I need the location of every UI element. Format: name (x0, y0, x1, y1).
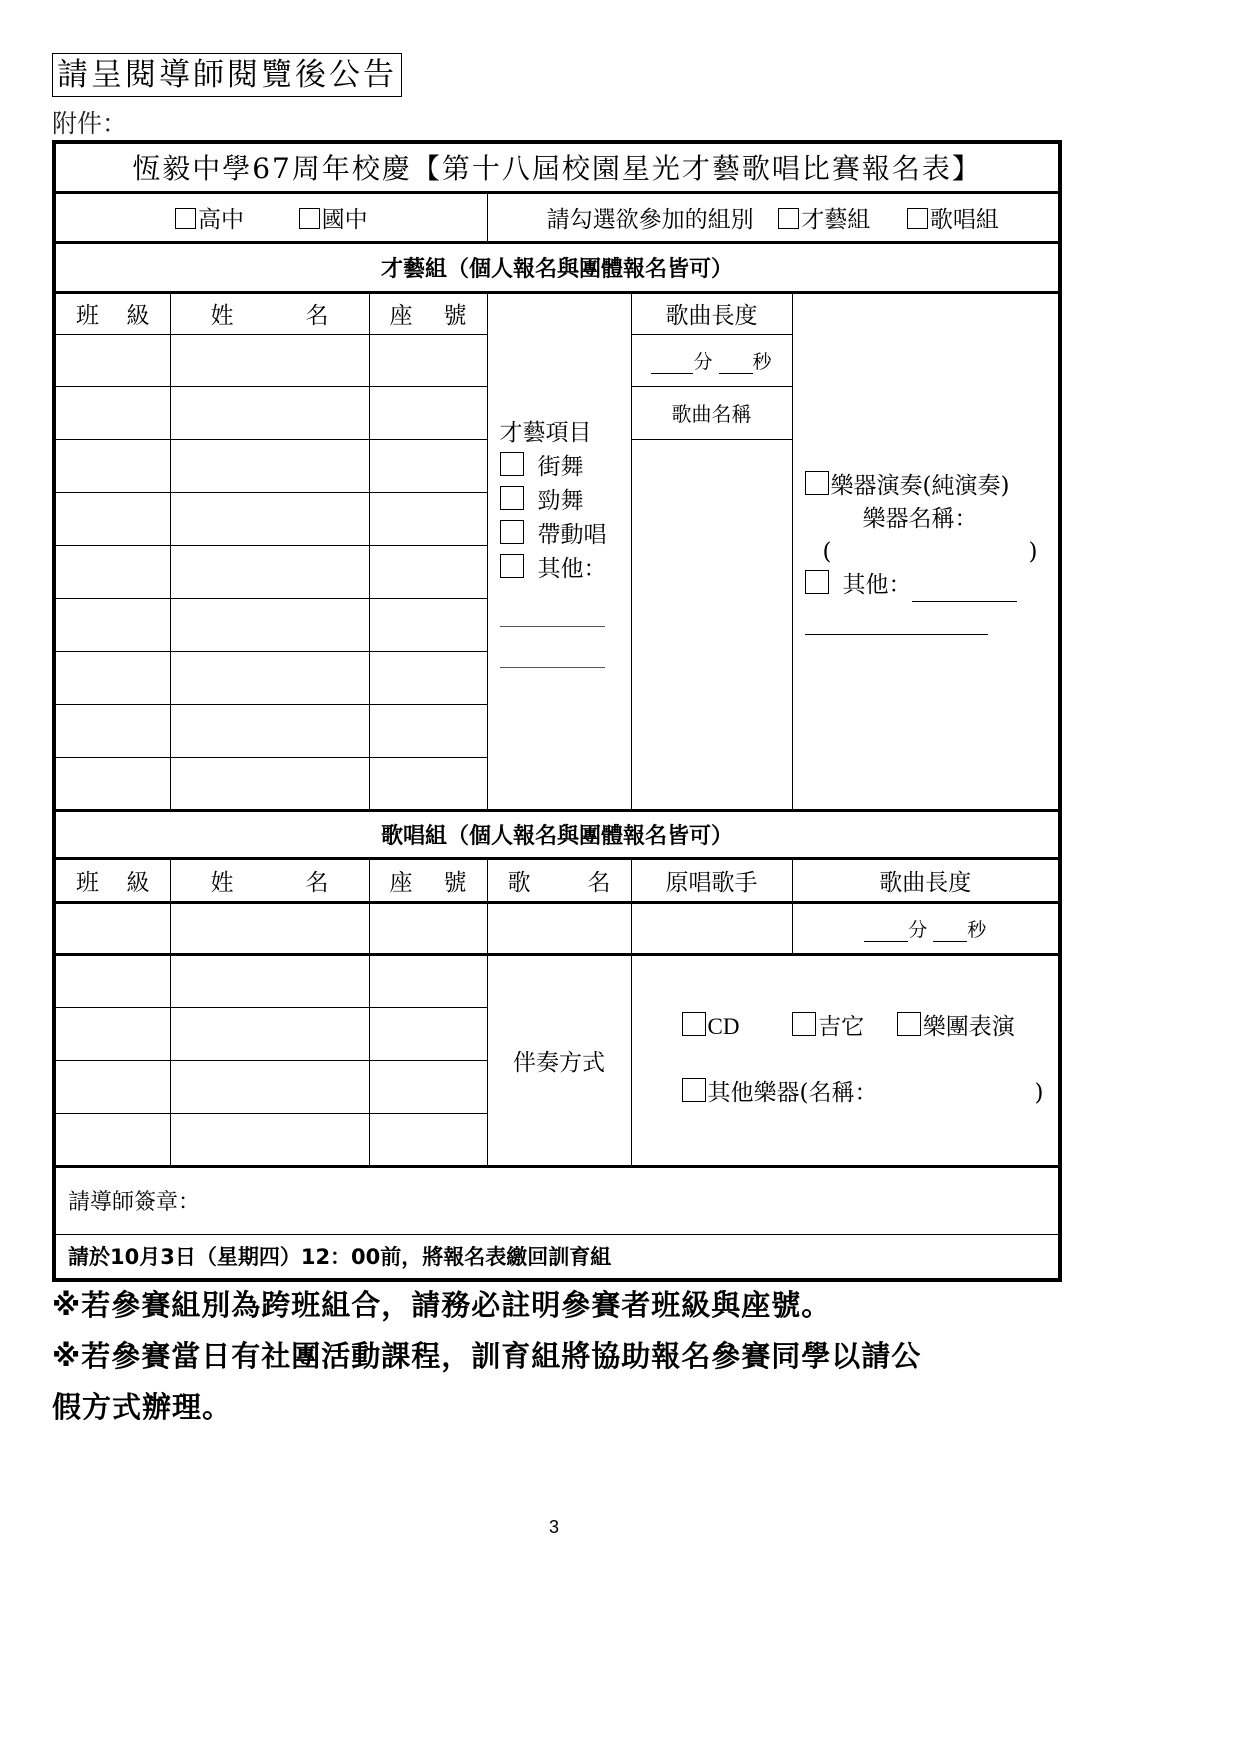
school-level-cell (54, 192, 487, 242)
singing-heading: 歌唱組（個人報名與團體報名皆可） (54, 810, 1060, 858)
sing-name-4[interactable] (170, 1060, 369, 1113)
note-2-cont: 假方式辦理。 (52, 1390, 233, 1424)
sing-class-1[interactable] (54, 902, 170, 954)
talent-heading: 才藝組（個人報名與團體報名皆可） (54, 242, 1060, 292)
talent-item-street-dance[interactable]: 街舞 (500, 450, 631, 484)
sing-seat-1[interactable] (369, 902, 487, 954)
group-option-talent[interactable]: 才藝組 (778, 207, 870, 233)
talent-seat-4[interactable] (369, 492, 487, 545)
checkbox-icon[interactable] (805, 471, 829, 495)
talent-class-9[interactable] (54, 757, 170, 810)
acc-option-cd[interactable]: CD (682, 1014, 740, 1040)
sing-col-name: 姓 名 (170, 858, 369, 902)
talent-class-3[interactable] (54, 439, 170, 492)
col-class: 班 級 (54, 292, 170, 334)
checkbox-icon[interactable] (805, 570, 829, 594)
form-title: 恆毅中學67周年校慶【第十八屆校園星光才藝歌唱比賽報名表】 (54, 142, 1060, 192)
checkbox-icon[interactable] (500, 554, 524, 578)
checkbox-icon[interactable] (897, 1012, 921, 1036)
talent-duration-field[interactable]: 分 秒 (631, 334, 792, 386)
notes (52, 1280, 921, 1433)
group-prompt: 請勾選欲參加的組別 (546, 206, 754, 233)
checkbox-icon[interactable] (500, 486, 524, 510)
talent-seat-9[interactable] (369, 757, 487, 810)
instrument-option[interactable]: 樂器演奏(純演奏) (805, 470, 1059, 503)
sing-class-4[interactable] (54, 1060, 170, 1113)
sing-name-5[interactable] (170, 1113, 369, 1166)
attachment-label: 附件： (52, 109, 128, 138)
talent-name-6[interactable] (170, 598, 369, 651)
sing-class-2[interactable] (54, 954, 170, 1007)
acc-option-other[interactable]: 其他樂器(名稱： ) (682, 1060, 1044, 1126)
talent-item-other[interactable]: 其他： (500, 552, 631, 586)
sing-seat-5[interactable] (369, 1113, 487, 1166)
talent-class-1[interactable] (54, 334, 170, 386)
talent-seat-6[interactable] (369, 598, 487, 651)
talent-class-6[interactable] (54, 598, 170, 651)
talent-song-name-field[interactable] (631, 439, 792, 810)
sing-class-5[interactable] (54, 1113, 170, 1166)
school-level-high[interactable]: 高中 (175, 207, 244, 233)
talent-item-sing-dance[interactable]: 帶動唱 (500, 518, 631, 552)
talent-name-4[interactable] (170, 492, 369, 545)
col-song-name: 歌曲名稱 (631, 386, 792, 439)
talent-name-1[interactable] (170, 334, 369, 386)
instrument-other[interactable]: 其他： (805, 569, 1059, 602)
instrument-name-label: 樂器名稱： (862, 505, 978, 532)
talent-class-4[interactable] (54, 492, 170, 545)
sing-seat-2[interactable] (369, 954, 487, 1007)
talent-name-2[interactable] (170, 386, 369, 439)
talent-seat-2[interactable] (369, 386, 487, 439)
talent-seat-7[interactable] (369, 651, 487, 704)
instrument-name-field[interactable]: ( ) (822, 538, 1038, 565)
talent-seat-8[interactable] (369, 704, 487, 757)
talent-class-2[interactable] (54, 386, 170, 439)
instrument-other-blank[interactable] (805, 610, 988, 635)
sing-name-3[interactable] (170, 1007, 369, 1060)
checkbox-icon[interactable] (682, 1012, 706, 1036)
group-option-singing[interactable]: 歌唱組 (907, 207, 999, 233)
sing-seat-4[interactable] (369, 1060, 487, 1113)
checkbox-icon[interactable] (500, 520, 524, 544)
checkbox-icon[interactable] (299, 208, 320, 229)
acc-option-guitar[interactable]: 吉它 (792, 1014, 864, 1040)
talent-seat-1[interactable] (369, 334, 487, 386)
school-level-junior[interactable]: 國中 (299, 207, 368, 233)
sing-col-original-singer: 原唱歌手 (631, 858, 792, 902)
talent-items-cell (487, 292, 631, 810)
page-number: 3 (549, 1517, 560, 1537)
accompaniment-label: 伴奏方式 (487, 954, 631, 1166)
deadline-notice: 請於10月3日（星期四）12：00前，將報名表繳回訓育組 (54, 1234, 1060, 1280)
talent-seat-3[interactable] (369, 439, 487, 492)
talent-class-7[interactable] (54, 651, 170, 704)
note-1: ※若參賽組別為跨班組合，請務必註明參賽者班級與座號。 (52, 1288, 832, 1322)
sing-col-class: 班 級 (54, 858, 170, 902)
sing-col-song: 歌 名 (487, 858, 631, 902)
sing-col-seat: 座 號 (369, 858, 487, 902)
talent-name-3[interactable] (170, 439, 369, 492)
sing-class-3[interactable] (54, 1007, 170, 1060)
group-select-cell (487, 192, 1060, 242)
talent-class-5[interactable] (54, 545, 170, 598)
talent-items-label: 才藝項目 (499, 419, 592, 446)
sing-duration-field[interactable]: 分 秒 (792, 902, 1060, 954)
checkbox-icon[interactable] (778, 208, 799, 229)
sing-name-2[interactable] (170, 954, 369, 1007)
col-name: 姓 名 (170, 292, 369, 334)
sing-name-1[interactable] (170, 902, 369, 954)
checkbox-icon[interactable] (792, 1012, 816, 1036)
talent-seat-5[interactable] (369, 545, 487, 598)
teacher-signature-field[interactable]: 請導師簽章： (54, 1166, 1060, 1234)
checkbox-icon[interactable] (500, 452, 524, 476)
sing-col-song-length: 歌曲長度 (792, 858, 1060, 902)
other-blank-2[interactable] (500, 627, 605, 668)
talent-name-7[interactable] (170, 651, 369, 704)
talent-name-8[interactable] (170, 704, 369, 757)
checkbox-icon[interactable] (682, 1078, 706, 1102)
acc-option-band[interactable]: 樂團表演 (897, 1014, 1015, 1040)
notice-box: 請呈閱導師閱覽後公告 (52, 53, 402, 97)
talent-name-9[interactable] (170, 757, 369, 810)
col-seat: 座 號 (369, 292, 487, 334)
talent-name-5[interactable] (170, 545, 369, 598)
registration-form (52, 140, 1062, 1282)
checkbox-icon[interactable] (175, 208, 196, 229)
talent-class-8[interactable] (54, 704, 170, 757)
talent-item-power-dance[interactable]: 勁舞 (500, 484, 631, 518)
checkbox-icon[interactable] (907, 208, 928, 229)
accompaniment-options (631, 954, 1060, 1166)
note-2: ※若參賽當日有社團活動課程，訓育組將協助報名參賽同學以請公 (52, 1339, 922, 1373)
sing-singer-1[interactable] (631, 902, 792, 954)
instrument-cell (792, 292, 1060, 810)
other-blank-1[interactable] (500, 586, 605, 627)
sing-song-1[interactable] (487, 902, 631, 954)
sing-seat-3[interactable] (369, 1007, 487, 1060)
col-song-length: 歌曲長度 (631, 292, 792, 334)
